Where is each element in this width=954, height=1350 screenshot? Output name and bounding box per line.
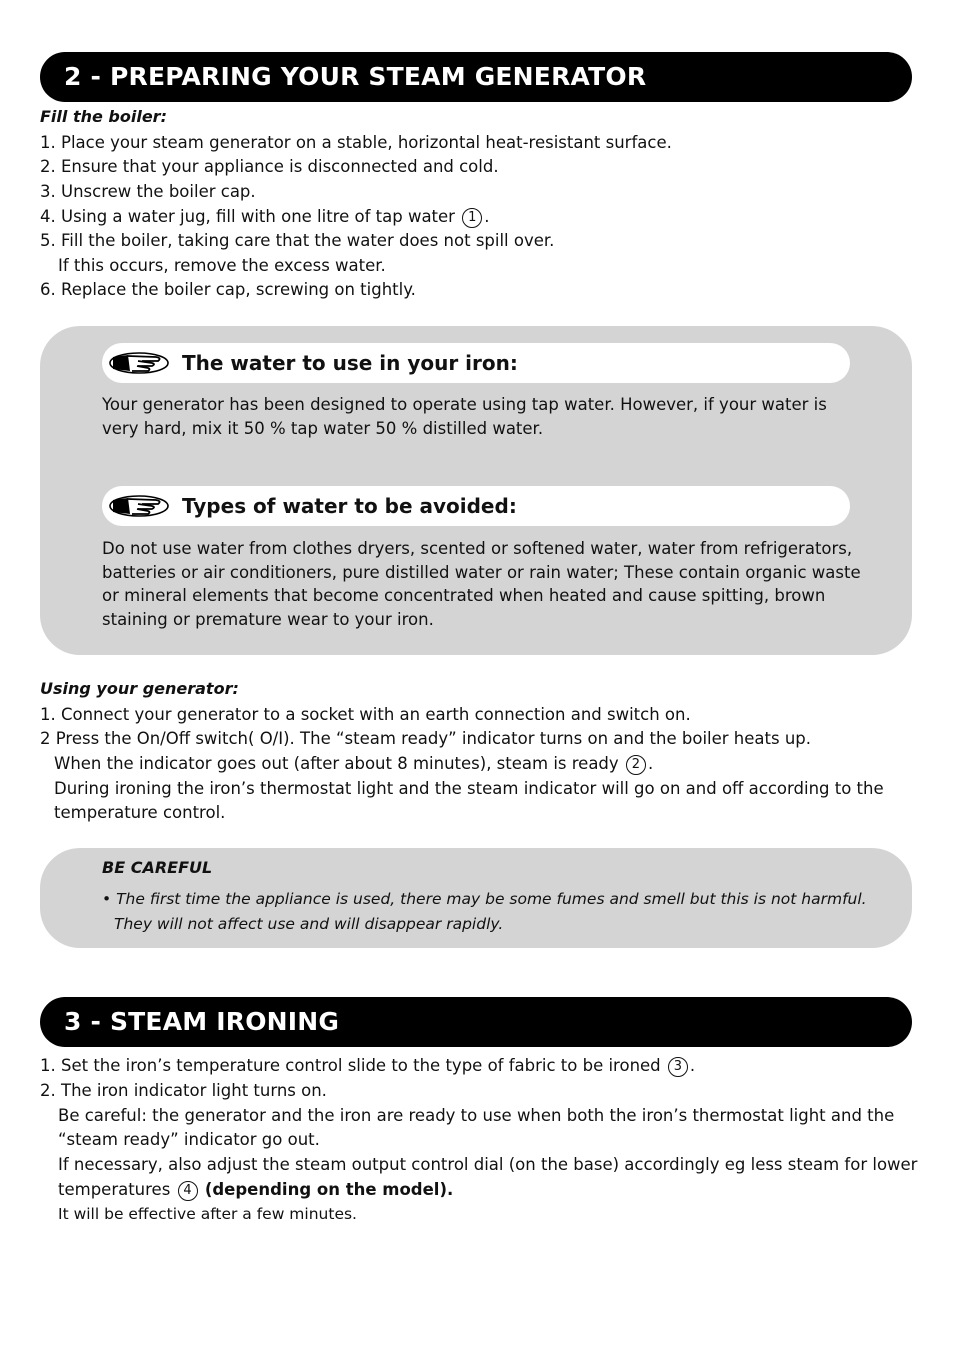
fill-step-6: 6. Replace the boiler cap, screwing on tightly. <box>40 280 416 299</box>
fill-step-5-cont: If this occurs, remove the excess water. <box>58 256 386 275</box>
using-step-4a: During ironing the iron’s thermostat light and the steam indicator will go on and off according to the <box>54 779 884 798</box>
section-2-title: 2 - PREPARING YOUR STEAM GENERATOR <box>40 52 912 102</box>
using-step-4b: temperature control. <box>54 803 226 822</box>
figure-ref-2: 2 <box>626 755 646 775</box>
using-step-1: 1. Connect your generator to a socket with an earth connection and switch on. <box>40 705 691 724</box>
section-3-title: 3 - STEAM IRONING <box>40 997 912 1047</box>
ironing-step-1-suffix: . <box>689 1056 696 1075</box>
ironing-step-4b <box>58 1179 453 1201</box>
using-step-3 <box>54 753 653 775</box>
fill-step-3: 3. Unscrew the boiler cap. <box>40 182 256 201</box>
water-avoid-text: Do not use water from clothes dryers, scented or softened water, water from refrigerators, batteries or air conditioners, pure distilled water or rain water; These contain organic waste or mineral elements that become concentrated when heated and cause spitting, brown staining or premature wear to your iron. <box>102 539 861 629</box>
ironing-step-1-text: 1. Set the iron’s temperature control slide to the type of fabric to be ironed <box>40 1056 661 1075</box>
water-to-use-title: The water to use in your iron: <box>182 351 518 375</box>
ironing-step-3b: “steam ready” indicator go out. <box>58 1130 320 1149</box>
fill-step-5: 5. Fill the boiler, taking care that the water does not spill over. <box>40 231 555 250</box>
careful-line-2: They will not affect use and will disappear rapidly. <box>114 915 504 933</box>
fill-step-1: 1. Place your steam generator on a stable, horizontal heat-resistant surface. <box>40 133 672 152</box>
fill-step-2: 2. Ensure that your appliance is disconnected and cold. <box>40 157 499 176</box>
ironing-step-1 <box>40 1055 695 1077</box>
fill-step-4-text: 4. Using a water jug, fill with one litre of tap water <box>40 207 455 226</box>
using-step-3-suffix: . <box>647 754 654 773</box>
ironing-step-3a: Be careful: the generator and the iron are ready to use when both the iron’s thermostat light and the <box>58 1106 895 1125</box>
fill-boiler-heading: Fill the boiler: <box>40 107 167 126</box>
water-to-use-text: Your generator has been designed to operate using tap water. However, if your water is very hard, mix it 50 % tap water 50 % distilled water. <box>102 395 827 438</box>
careful-title: BE CAREFUL <box>102 858 213 877</box>
ironing-step-5: It will be effective after a few minutes. <box>58 1205 357 1223</box>
using-step-3-text: When the indicator goes out (after about 8 minutes), steam is ready <box>54 754 619 773</box>
water-avoid-title: Types of water to be avoided: <box>182 494 517 518</box>
figure-ref-3: 3 <box>668 1057 688 1077</box>
using-generator-heading: Using your generator: <box>40 679 239 698</box>
figure-ref-4: 4 <box>178 1181 198 1201</box>
fill-step-4 <box>40 206 489 228</box>
ironing-step-4a: If necessary, also adjust the steam output control dial (on the base) accordingly eg less steam for lower <box>58 1155 918 1174</box>
careful-line-1: • The first time the appliance is used, there may be some fumes and smell but this is not harmful. <box>102 890 867 908</box>
ironing-step-2: 2. The iron indicator light turns on. <box>40 1081 327 1100</box>
fill-step-4-suffix: . <box>484 207 490 226</box>
model-note: (depending on the model). <box>204 1180 454 1199</box>
using-step-2: 2 Press the On/Off switch( O/I). The “steam ready” indicator turns on and the boiler heats up. <box>40 729 812 748</box>
ironing-step-4b-text: temperatures <box>58 1180 171 1199</box>
water-avoid-banner <box>102 486 850 526</box>
figure-ref-1: 1 <box>462 208 482 228</box>
water-to-use-banner <box>102 343 850 383</box>
pointing-hand-icon <box>108 351 170 379</box>
pointing-hand-icon <box>108 494 170 522</box>
